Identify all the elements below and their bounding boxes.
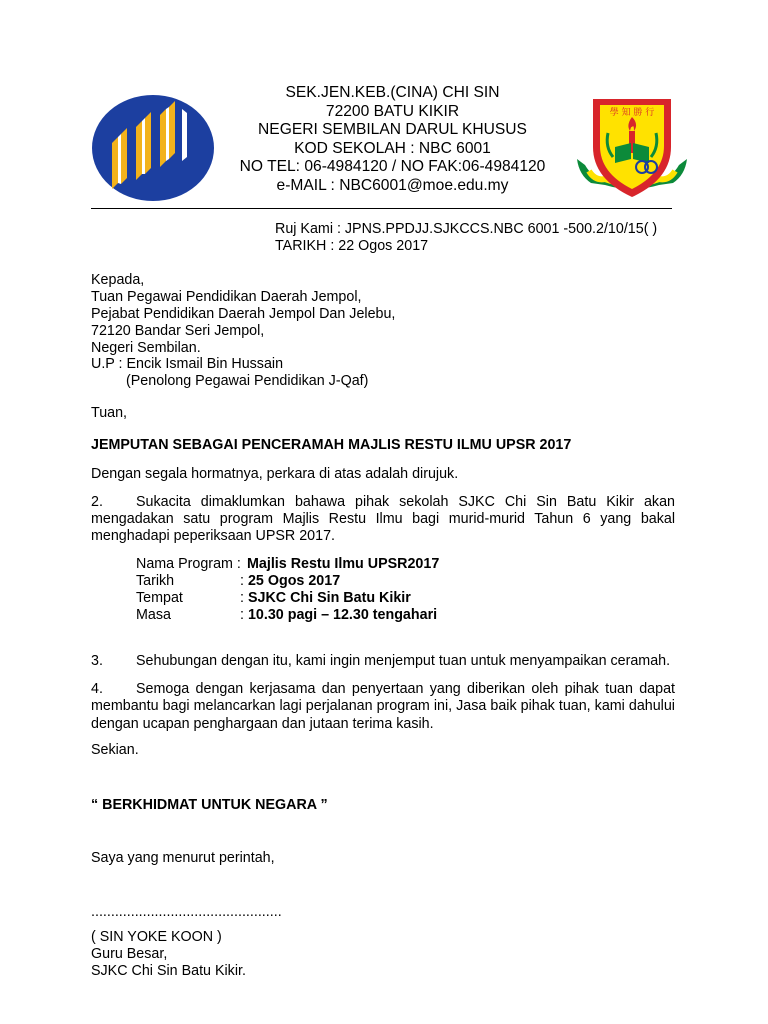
- paragraph-number: 2.: [91, 494, 103, 510]
- paragraph-4-line: Semoga dengan kerjasama dan penyertaan yang diberikan oleh pihak tuan dapat: [136, 681, 675, 697]
- paragraph-2-line: mengadakan satu program Majlis Restu Ilmu bagi murid-murid Tahun 6 yang bakal: [91, 511, 675, 527]
- crest-chinese-text: 學 知 勝 行: [609, 108, 655, 118]
- signatory-school: SJKC Chi Sin Batu Kikir.: [91, 963, 246, 979]
- ministry-logo: [92, 95, 214, 201]
- program-place-label: Tempat: [136, 590, 183, 606]
- paragraph-2-line: menghadapi peperiksaan UPSR 2017.: [91, 528, 336, 544]
- program-colon: :: [240, 573, 244, 589]
- closing: Sekian.: [91, 742, 139, 758]
- motto: “ BERKHIDMAT UNTUK NEGARA ”: [91, 797, 328, 813]
- letter-subject: JEMPUTAN SEBAGAI PENCERAMAH MAJLIS RESTU ILMU UPSR 2017: [91, 437, 572, 453]
- paragraph-number: 4.: [91, 681, 103, 697]
- paragraph-3-text: Sehubungan dengan itu, kami ingin menjemput tuan untuk menyampaikan ceramah.: [136, 653, 671, 669]
- school-code: KOD SEKOLAH : NBC 6001: [294, 139, 491, 157]
- recipient-attention-title: (Penolong Pegawai Pendidikan J-Qaf): [126, 373, 369, 389]
- program-name-value: Majlis Restu Ilmu UPSR2017: [247, 556, 440, 572]
- header-divider: [91, 208, 672, 209]
- recipient-line: 72120 Bandar Seri Jempol,: [91, 323, 265, 339]
- program-date-row: [136, 572, 536, 590]
- salutation: Tuan,: [91, 405, 128, 421]
- signature-line: ................................................: [91, 904, 282, 920]
- school-name: SEK.JEN.KEB.(CINA) CHI SIN: [285, 84, 500, 101]
- signatory-title: Guru Besar,: [91, 946, 168, 962]
- letter-date: TARIKH : 22 Ogos 2017: [275, 238, 429, 254]
- program-date-text: 25 Ogos 2017: [247, 573, 341, 589]
- recipient-attention: U.P : Encik Ismail Bin Hussain: [91, 356, 284, 372]
- signatory-name: ( SIN YOKE KOON ): [91, 929, 222, 945]
- school-letterhead: [215, 84, 570, 195]
- recipient-line: Negeri Sembilan.: [91, 340, 201, 356]
- program-time-text: 10.30 pagi – 12.30 tengahari: [247, 607, 438, 623]
- program-time-value: [240, 606, 437, 624]
- program-colon: :: [240, 590, 244, 606]
- paragraph-4-line: dengan ucapan penghargaan dan jutaan terima kasih.: [91, 716, 434, 732]
- program-name-label: Nama Program :: [136, 556, 241, 572]
- school-postcode-town: 72200 BATU KIKIR: [325, 102, 460, 120]
- opening-line: Dengan segala hormatnya, perkara di atas adalah dirujuk.: [91, 466, 459, 482]
- paragraph-number: 3.: [91, 653, 103, 669]
- program-place-row: [136, 589, 536, 607]
- school-crest: [575, 93, 689, 205]
- program-name-row: [136, 555, 536, 573]
- yours-line: Saya yang menurut perintah,: [91, 850, 275, 866]
- recipient-line: Kepada,: [91, 272, 145, 288]
- recipient-line: Tuan Pegawai Pendidikan Daerah Jempol,: [91, 289, 362, 305]
- program-date-value: [240, 572, 340, 590]
- program-date-label: Tarikh: [136, 573, 175, 589]
- program-time-row: [136, 606, 536, 624]
- paragraph-4-line: membantu bagi melancarkan lagi perjalanan program ini, Jasa baik pihak tuan, kami dahului: [91, 698, 675, 714]
- school-email: e-MAIL : NBC6001@moe.edu.my: [276, 176, 509, 194]
- school-phone-fax: NO TEL: 06-4984120 / NO FAK:06-4984120: [239, 158, 546, 175]
- program-place-value: [240, 589, 411, 607]
- school-state: NEGERI SEMBILAN DARUL KHUSUS: [258, 121, 527, 138]
- program-colon: :: [240, 607, 244, 623]
- recipient-line: Pejabat Pendidikan Daerah Jempol Dan Jelebu,: [91, 306, 396, 322]
- program-time-label: Masa: [136, 607, 171, 623]
- paragraph-2-line: Sukacita dimaklumkan bahawa pihak sekolah SJKC Chi Sin Batu Kikir akan: [136, 494, 675, 510]
- program-place-text: SJKC Chi Sin Batu Kikir: [247, 590, 411, 606]
- reference-number: Ruj Kami : JPNS.PPDJJ.SJKCCS.NBC 6001 -500.2/10/15( ): [275, 221, 658, 237]
